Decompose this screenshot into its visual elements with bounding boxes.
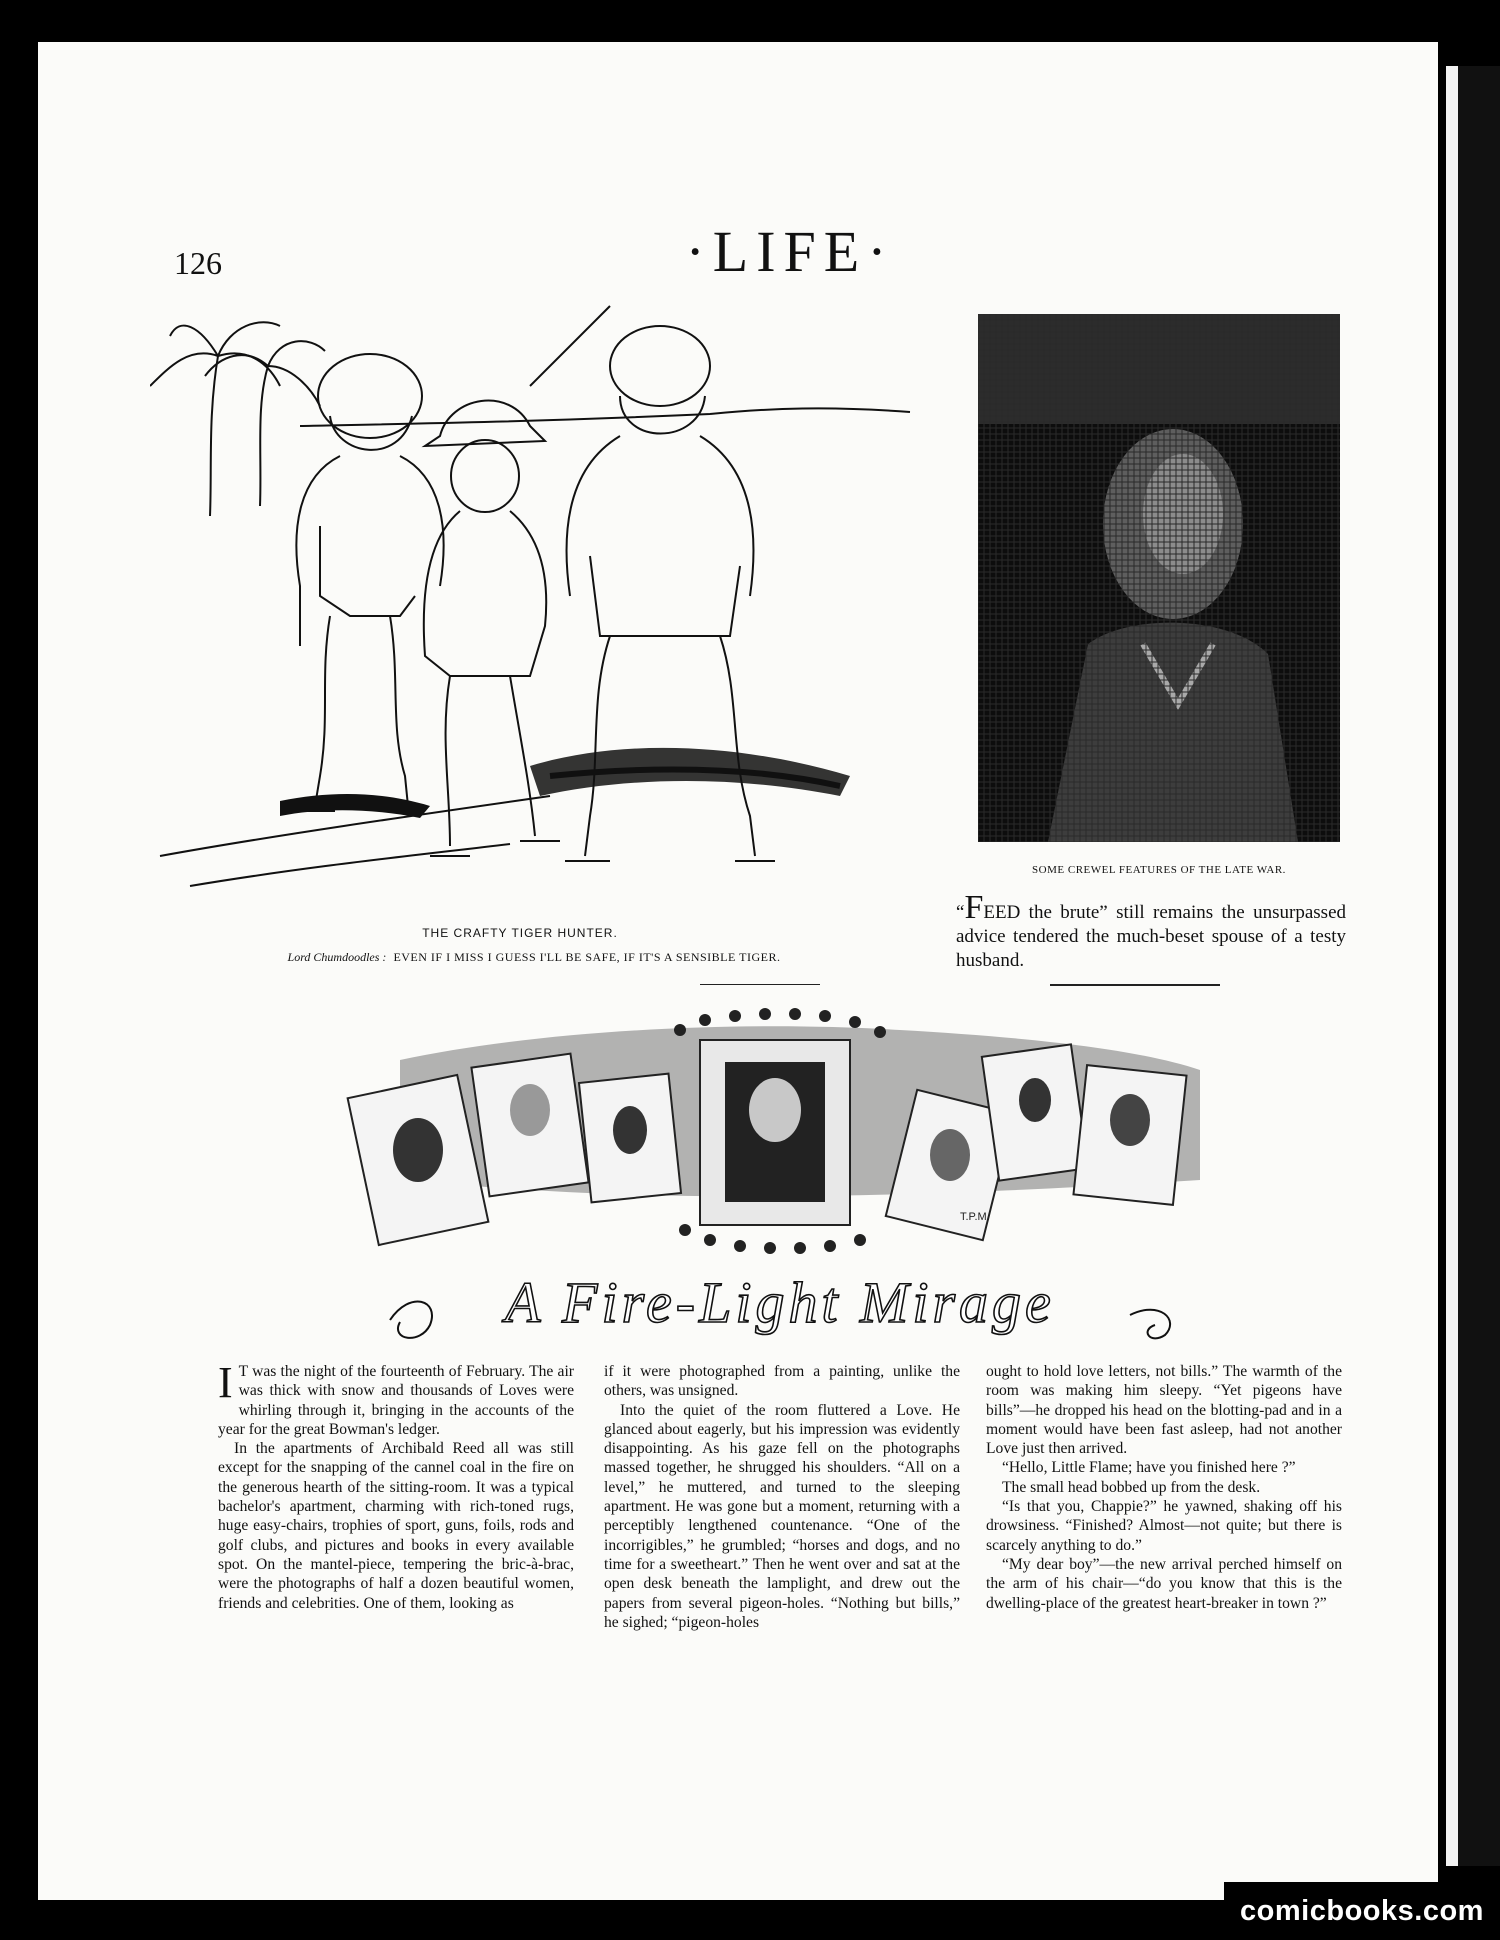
story-paragraph: T was the night of the fourteenth of February. The air was thick with snow and thousands of Loves were whirling through it, bringing in the accounts of the year for the great Bowman's ledger. xyxy=(218,1363,574,1438)
story-paragraph: ought to hold love letters, not bills.” The warmth of the room was making him sleepy. “Yet pigeons have bills”—he dropped his head on the blotting-pad and in a moment would have been fast asleep, had not another Love just then arrived. xyxy=(986,1363,1342,1458)
illustrator-signature: T.P.M. xyxy=(960,1211,990,1223)
page-number: 126 xyxy=(174,245,222,281)
cartoon-title: THE CRAFTY TIGER HUNTER. xyxy=(422,926,618,940)
quote-open-mark: “ xyxy=(956,902,965,923)
cartoon-caption xyxy=(214,950,854,965)
story-header-illustration xyxy=(340,990,1220,1260)
story-drop-cap: I xyxy=(218,1358,233,1407)
facing-page-edge xyxy=(1446,66,1500,1866)
story-column-2 xyxy=(604,1362,960,1632)
divider-rule xyxy=(700,984,820,985)
quote-text: EED the brute” still remains the unsurpassed advice tendered the much-beset spouse of a testy husband. xyxy=(956,902,1346,971)
story-paragraph: The small head bobbed up from the desk. xyxy=(1002,1478,1261,1496)
story-column-1 xyxy=(218,1358,574,1613)
story-title-text: A Fire-Light Mirage xyxy=(505,1270,1055,1335)
source-watermark: comicbooks.com xyxy=(1224,1882,1500,1940)
cartoon-speaker: Lord Chumdoodles : xyxy=(287,950,387,964)
masthead-title: ·LIFE· xyxy=(685,219,895,284)
crewel-portrait-photo xyxy=(978,314,1340,842)
story-paragraph: “My dear boy”—the new arrival perched himself on the arm of his chair—“do you know that this is the dwelling-place of the greatest heart-breaker in town ?” xyxy=(986,1555,1342,1612)
divider-rule xyxy=(1050,984,1220,986)
cartoon-illustration xyxy=(150,296,930,916)
quote-drop-initial: F xyxy=(964,889,984,926)
story-paragraph: if it were photographed from a painting, unlike the others, was unsigned. xyxy=(604,1363,960,1400)
story-paragraph: “Is that you, Chappie?” he yawned, shaking off his drowsiness. “Finished? Almost—not quite; but there is scarcely anything to do.” xyxy=(986,1498,1342,1554)
feed-the-brute-paragraph xyxy=(956,889,1346,973)
story-paragraph: In the apartments of Archibald Reed all was still except for the snapping of the cannel coal in the fire on the generous hearth of the sitting-room. It was a typical bachelor's apartment, charming with rich-toned rugs, huge easy-chairs, trophies of sport, guns, foils, rods and golf clubs, and pictures and books in every available spot. On the mantel-piece, tempering the bric-à-brac, were the photographs of half a dozen beautiful women, friends and celebrities. One of them, looking as xyxy=(218,1440,574,1612)
story-paragraph: Into the quiet of the room fluttered a Love. He glanced about eagerly, but his impression was evidently disappointing. As his gaze fell on the photographs massed together, he shrugged his shoulders. “All on a level,” he muttered, and turned to the sleeping apartment. He was gone but a moment, returning with a perceptibly lengthened countenance. “One of the incorrigibles,” he grumbled; “horses and dogs, and no time for a sweetheart.” Then he went over and sat at the open desk beneath the lamplight, and drew out the papers from several pigeon-holes. “Nothing but bills,” he sighed; “pigeon-holes xyxy=(604,1401,960,1631)
story-column-3 xyxy=(986,1362,1342,1613)
story-title xyxy=(370,1260,1190,1352)
cartoon-dialogue: EVEN IF I MISS I GUESS I'LL BE SAFE, IF IT'S A SENSIBLE TIGER. xyxy=(393,950,781,964)
story-paragraph: “Hello, Little Flame; have you finished here ?” xyxy=(1002,1459,1296,1477)
photo-caption: SOME CREWEL FEATURES OF THE LATE WAR. xyxy=(1032,864,1286,876)
